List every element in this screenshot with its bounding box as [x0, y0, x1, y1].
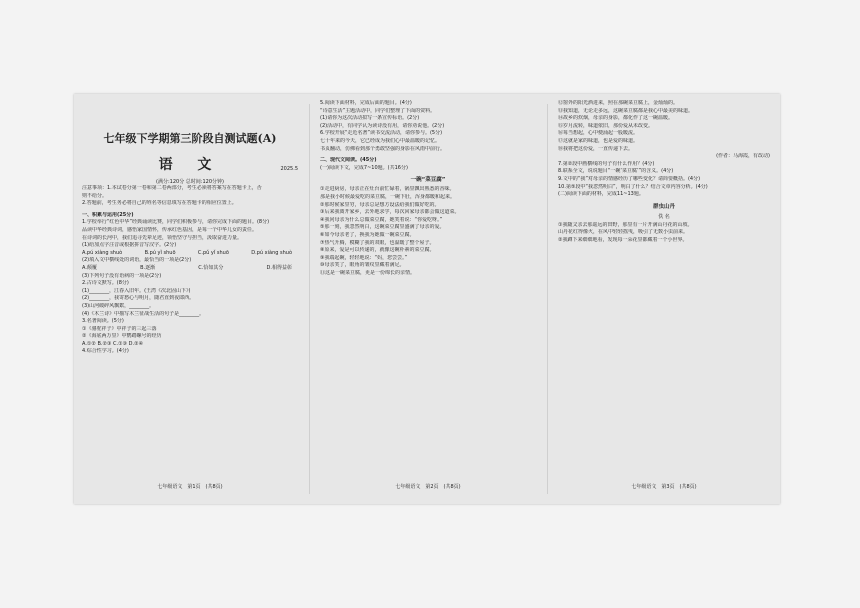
text-line: (2)________，我寄愁心与明月，随君直到夜郎西。: [82, 295, 195, 302]
text-line: (4)《木兰诗》中描写木兰征战生活的句子是________。: [82, 310, 205, 317]
essay-author: 佚 名: [658, 213, 670, 220]
essay-title: 一碗“菜豆腐”: [410, 177, 446, 184]
text-line: ①我随父亲去那遥远的田野，那里有一片开满山丹花的山坡。: [558, 221, 693, 228]
text-line: ⑯每当想起，心中便涌起一股暖流。: [558, 130, 639, 137]
text-line: (1)________，江春入旧年。(王湾《次北固山下》): [82, 287, 191, 294]
page-divider: [547, 104, 548, 494]
text-line: 2.古诗文默写。(8分): [82, 280, 129, 287]
text-line: A.①② B.②③ C.①③ D.②④: [82, 340, 144, 347]
page-divider: [309, 104, 310, 494]
text-line: ⑭故乡的炊烟，母亲的身影，都化作了这一碗温暖。: [558, 115, 674, 122]
text-line: 1.学校举行“红色中华”经典诵读比赛，同学们积极参与，请你完成下面的题目。(8分): [82, 219, 270, 226]
text-line: 七十年来的今天，它已经成为我们心中最温暖的记忆。: [320, 137, 441, 144]
page-footer: 七年级语文 第3页 (共8页): [631, 484, 697, 490]
text-line: 5.阅读下面材料，完成后面的题目。(4分): [320, 100, 412, 106]
text-line: (2)填入文中横线处的词语，最恰当的一项是(2分): [82, 257, 192, 264]
option: B.逐渐: [140, 264, 156, 271]
text-line: ⑤那一刻，我忽然明白，这碗菜豆腐里盛满了母亲的爱。: [320, 224, 445, 231]
text-line: ⑧原来，爱是可以传递的，就像这碗朴素的菜豆腐。: [320, 247, 435, 254]
text-line: (3)山河破碎风飘絮，________。: [82, 302, 155, 309]
text-line: ⑫窗外的阳光洒进来，照在那碗菜豆腐上，金灿灿的。: [558, 100, 679, 106]
text-line: (1)给加点字注音或根据拼音写汉字。(2分): [82, 242, 177, 249]
subject-title: 语 文: [158, 157, 222, 173]
text-line: 2.答题前，考生务必将自己的姓名等信息填写在答题卡的相应位置上。: [82, 200, 237, 207]
exam-meta: (满分:120分 总时间:120分钟): [156, 179, 224, 185]
text-line: (1)请你为这次活动拟写一条宣传标语。(2分): [320, 115, 420, 122]
text-line: 6.学校开展“走近名著”读书交流活动，请你参与。(5分): [320, 130, 443, 137]
p1-text-a: [82, 185, 298, 250]
text-line: “诗意生活”主题活动中，同学们整理了下面的资料。: [320, 107, 436, 114]
text-line: 注意事项：1.本试卷分第一卷和第二卷两部分，考生必须将答案写在答题卡上，否: [82, 185, 262, 191]
text-line: (一)阅读下文，完成7~10题。(共16分): [320, 164, 408, 171]
text-line: ⑦热气升腾，模糊了我的双眼，也温暖了整个屋子。: [320, 239, 435, 246]
text-line: ⑱我将把这份爱，一直传递下去。: [558, 145, 634, 152]
text-line: ⑩母亲笑了，眼角的皱纹里藏着满足。: [320, 262, 405, 269]
options-row: [82, 265, 298, 273]
text-line: 3.名著阅读。(5分): [82, 318, 124, 325]
option: D.pú xiàng shuò: [251, 249, 292, 256]
text-line: 4.综合性学习。(4分): [82, 348, 129, 355]
option: C.恰如其分: [198, 264, 224, 271]
section-heading: 一、积累与运用(25分): [82, 211, 134, 218]
text-line: ②《海底两万里》中鹦鹉螺号的经历: [82, 333, 162, 340]
text-line: ⑪这是一碗菜豆腐，更是一份绵长的亲情。: [320, 269, 416, 276]
option: C.pǔ yǐ shuō: [197, 249, 229, 256]
option: A.pú xiàng shuò: [82, 249, 123, 256]
text-line: ①《骆驼祥子》中祥子的三起三落: [82, 325, 157, 332]
text-line: ①走进厨房，母亲正在灶台前忙碌着，锅里飘出熟悉的香味。: [320, 186, 455, 193]
text-line: (3)下列句子没有语病的一项是(2分): [82, 272, 162, 279]
p3-text-a: [558, 100, 770, 199]
text-line: 山丹花红得像火，在风中轻轻摇曳，吸引了无数小虫前来。: [558, 229, 689, 236]
text-line: (二)阅读下面的材料，完成11~13题。: [558, 191, 644, 198]
page-1: [74, 94, 306, 504]
text-line: 品读中华经典诗词，感悟家国情怀，传承红色基因，是每一个中华儿女的责任。: [82, 226, 258, 233]
option: D.相得益彰: [266, 264, 292, 271]
text-line: ⑬我知道，无论走多远，这碗菜豆腐都是我心中最美的味道。: [558, 107, 694, 114]
question: 9.文中的“我”对母亲的情感经历了哪些变化？请简要概括。(4分): [558, 175, 701, 182]
option: A.颠覆: [82, 264, 97, 271]
p1-text-c: [82, 280, 298, 356]
question: 8.联系全文，说说题目“一碗‘菜豆腐’”的含义。(4分): [558, 168, 674, 175]
text-line: ③后来我离开家乡，去外地求学，每次回家母亲都会做这道菜。: [320, 209, 460, 216]
question: 7.第②段中画横线的句子有什么作用？(4分): [558, 160, 655, 167]
page-2: [312, 94, 544, 504]
text-line: 那是我小时候最爱吃的菜豆腐，一碗下肚，浑身都暖和起来。: [320, 193, 456, 200]
option: B.pú yǐ shuō: [144, 249, 176, 256]
text-line: 书页翻动，仿佛看到那个勇敢坚强的身影在风雨中前行。: [320, 145, 446, 152]
exam-title: 七年级下学期第三阶段自测试题(A): [103, 132, 277, 145]
text-line: ②那时候家里穷，母亲总是想方设法给我们做好吃的。: [320, 201, 440, 208]
page-3: [550, 94, 778, 504]
section-heading: 二、现代文阅读。(45分): [320, 157, 377, 164]
text-line: ⑮岁月流转，味道依旧，那份爱从未改变。: [558, 122, 654, 129]
source-note: (作者：马海霞，有改动): [716, 153, 770, 160]
text-line: ⑥如今母亲老了，换我为她做一碗菜豆腐。: [320, 231, 415, 238]
question: 10.第⑤段中“我忽然明白”，明白了什么？结合文章内容分析。(4分): [558, 183, 708, 190]
p3-text-b: [558, 222, 770, 245]
p2-text-a: [320, 100, 536, 172]
text-line: 在诗词的长河中，我们追寻先辈足迹，领悟坚守与担当，汲取奋进力量。: [82, 234, 243, 241]
text-line: ④我问母亲为什么总做菜豆腐，她笑着说：“你爱吃呀。”: [320, 216, 443, 223]
text-line: (2)活动中，有同学认为读诗没有用，请你劝说他。(2分): [320, 122, 445, 129]
text-line: ⑨我端起碗，轻轻地说：“妈，您尝尝。”: [320, 254, 408, 261]
text-line: ②我蹲下来细细地看，发现每一朵花里都藏着一个小世界。: [558, 236, 688, 243]
text-line: ⑰这就是家的味道，也是爱的味道。: [558, 137, 639, 144]
page-footer: 七年级语文 第1页 (共8页): [157, 484, 223, 490]
exam-date: 2025.5: [280, 166, 298, 172]
p2-text-b: [320, 186, 536, 277]
exam-sheet: [74, 94, 780, 504]
essay-title: 群虫山丹: [652, 203, 675, 210]
page-footer: 七年级语文 第2页 (共8页): [395, 484, 461, 490]
text-line: 则不给分。: [82, 192, 108, 199]
options-row: [82, 250, 298, 258]
